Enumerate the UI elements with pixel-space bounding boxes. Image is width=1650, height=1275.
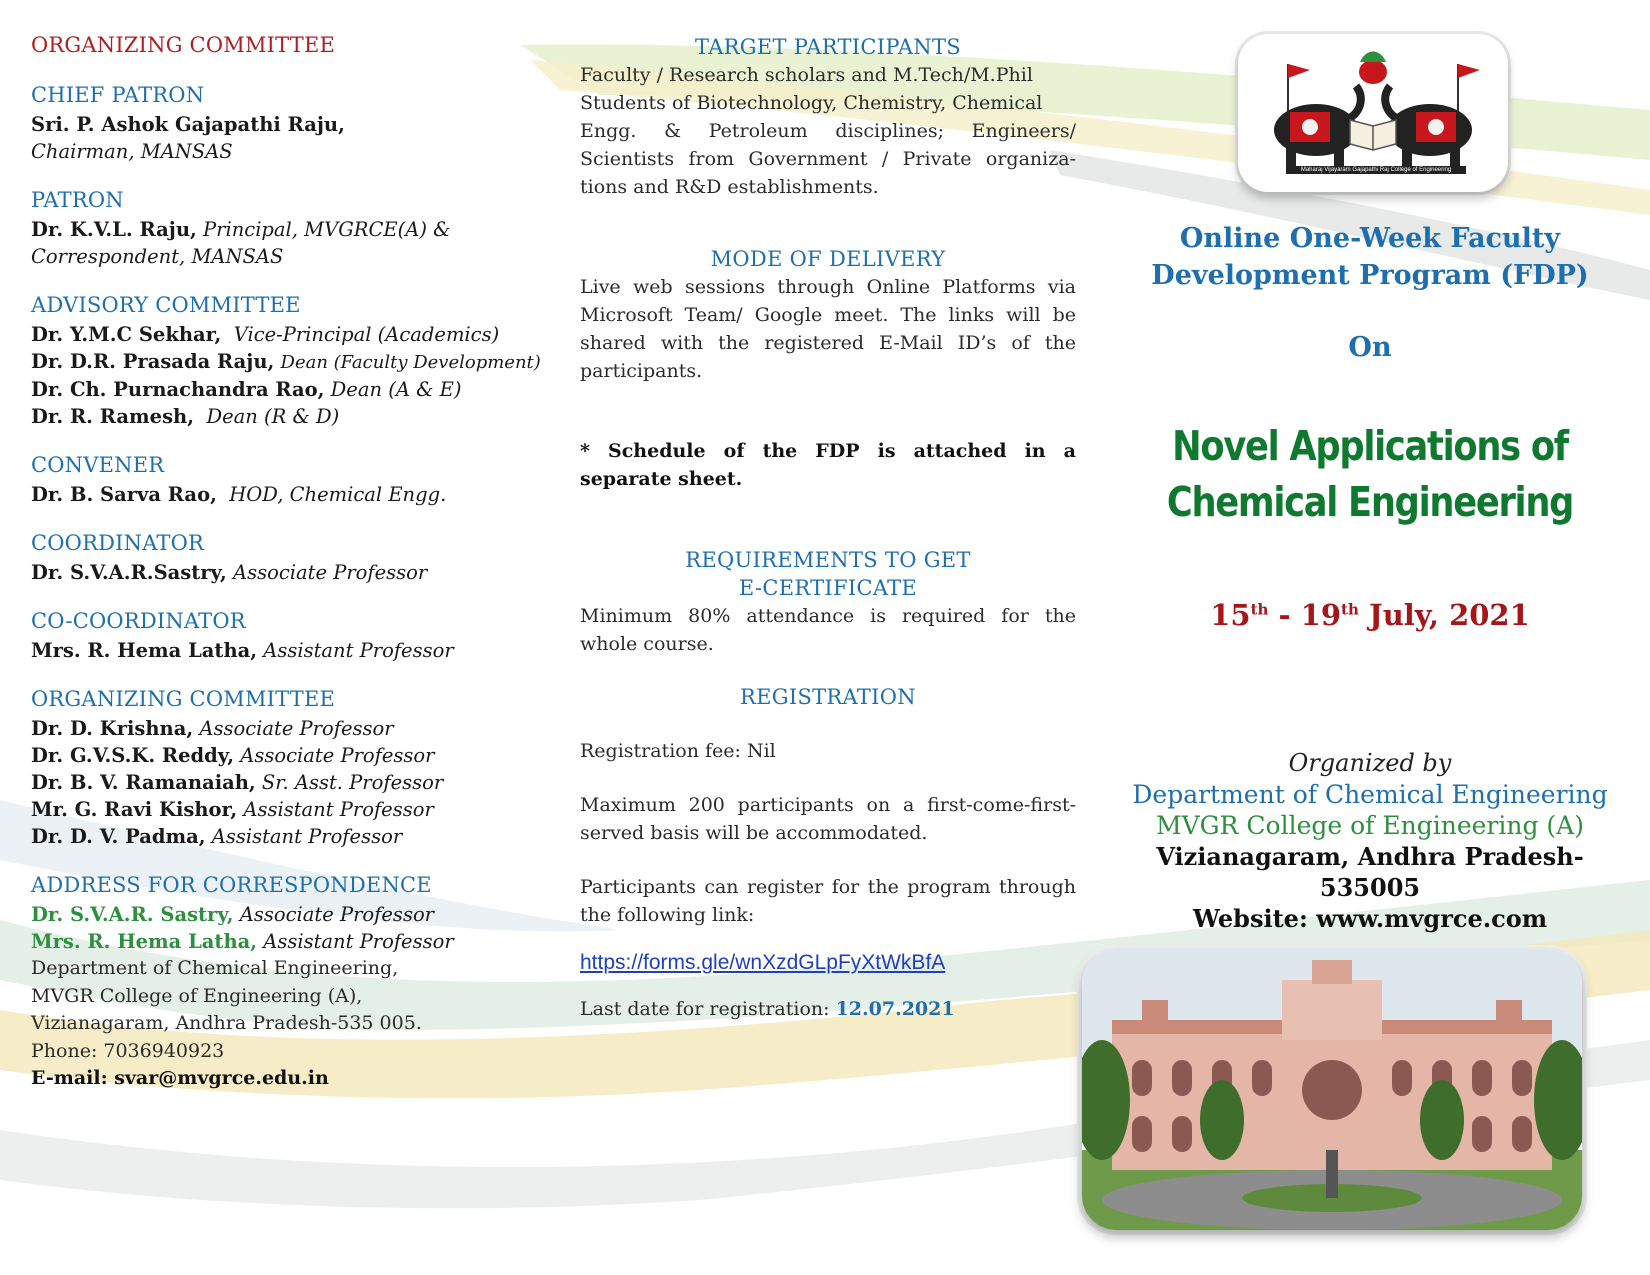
address-line: MVGR College of Engineering (A), (31, 984, 363, 1007)
coordinator-heading: COORDINATOR (31, 531, 205, 555)
requirements-section (580, 546, 1076, 658)
building-illustration (1082, 950, 1582, 1230)
fdp-title (1120, 220, 1620, 294)
college-location: Vizianagaram, Andhra Pradesh-535005 (1156, 842, 1584, 902)
topic-line: Chemical Engineering (1166, 478, 1574, 526)
advisory-committee-heading: ADVISORY COMMITTEE (31, 293, 301, 317)
coordinator-role: Associate Professor (233, 561, 428, 584)
program-dates (1120, 598, 1620, 632)
organizer-block (1120, 748, 1620, 934)
co-coordinator-heading: CO-COORDINATOR (31, 609, 246, 633)
college-website: Website: www.mvgrce.com (1192, 904, 1548, 933)
schedule-note-line: separate sheet. (580, 468, 743, 490)
mode-of-delivery-section (580, 245, 1076, 385)
program-topic (1155, 418, 1585, 530)
date-separator: - (1278, 598, 1291, 632)
member-name: Dr. D. V. Padma, (31, 825, 206, 848)
address-line: Department of Chemical Engineering, (31, 957, 399, 979)
last-date-label: Last date for registration: (580, 998, 830, 1020)
chief-patron-heading: CHIEF PATRON (31, 83, 205, 107)
coordinator-name: Dr. S.V.A.R.Sastry, (31, 561, 227, 584)
cover-column (1120, 30, 1620, 1270)
target-participants-section (580, 33, 1076, 201)
advisory-committee-section (31, 293, 541, 430)
target-participants-line: tions and R&D establishments. (580, 176, 879, 198)
organizing-member (31, 715, 531, 742)
convener-name: Dr. B. Sarva Rao, (31, 483, 217, 506)
last-date-value: 12.07.2021 (835, 998, 955, 1020)
member-role: Vice-Principal (Academics) (233, 323, 500, 346)
college-building-photo (1082, 950, 1582, 1230)
member-role: Assistant Professor (211, 825, 403, 848)
college-logo (1238, 34, 1508, 192)
organizing-committee-column (31, 33, 541, 1116)
college-name: MVGR College of Engineering (A) (1156, 811, 1584, 840)
organizing-members-section (31, 687, 531, 850)
target-participants-line: Scientists from Government / Private organiza- (580, 148, 1076, 170)
date-end: 19 (1300, 598, 1342, 632)
member-role: Associate Professor (199, 717, 394, 740)
organizing-member (31, 769, 531, 796)
on-label: On (1348, 332, 1392, 363)
organizing-member (31, 742, 531, 769)
co-coordinator-section (31, 609, 531, 664)
patron-role: Principal, MVGRCE(A) & (203, 218, 451, 241)
member-name: Dr. D.R. Prasada Raju, (31, 350, 275, 373)
member-role: Associate Professor (240, 744, 435, 767)
patron-name: Dr. K.V.L. Raju, (31, 218, 197, 241)
organizing-member (31, 796, 531, 823)
organizing-committee-title: ORGANIZING COMMITTEE (31, 33, 335, 57)
advisory-member (31, 348, 541, 376)
email-line: E-mail: svar@mvgrce.edu.in (31, 1067, 329, 1089)
member-name: Dr. B. V. Ramanaiah, (31, 771, 256, 794)
member-name: Dr. D. Krishna, (31, 717, 194, 740)
requirements-line: Minimum 80% attendance is required for the (580, 605, 1076, 627)
organizing-committee-heading: ORGANIZING COMMITTEE (31, 687, 335, 711)
contact-name: Mrs. R. Hema Latha, (31, 930, 258, 953)
address-section (31, 873, 531, 1093)
member-name: Dr. G.V.S.K. Reddy, (31, 744, 235, 767)
date-start: 15 (1210, 598, 1251, 632)
advisory-member (31, 403, 531, 430)
patron-heading: PATRON (31, 188, 124, 212)
member-role: Dean (Faculty Development) (280, 352, 541, 373)
convener-role: HOD, Chemical Engg. (229, 483, 447, 506)
registration-link-line: Participants can register for the program through (580, 876, 1076, 898)
registration-fee: Registration fee: Nil (580, 740, 776, 762)
requirements-heading: REQUIREMENTS TO GET (685, 548, 971, 572)
target-participants-line: Students of Biotechnology, Chemistry, Chemical (580, 92, 1043, 114)
member-role: Dean (A & E) (330, 378, 462, 401)
contact-person (31, 901, 531, 928)
logo-caption: Maharaj Vijayaram Gajapathi Raj College of Engineering (1286, 166, 1466, 174)
fdp-title-line: Online One-Week Faculty (1179, 223, 1561, 254)
last-date-line (580, 995, 1076, 1023)
member-name: Dr. Y.M.C Sekhar, (31, 323, 222, 346)
member-name: Mr. G. Ravi Kishor, (31, 798, 238, 821)
requirements-heading-2: E-CERTIFICATE (738, 576, 918, 600)
contact-role: Assistant Professor (263, 930, 454, 953)
advisory-member (31, 321, 531, 348)
address-heading: ADDRESS FOR CORRESPONDENCE (31, 873, 432, 897)
chief-patron-role: Chairman, MANSAS (31, 140, 233, 163)
department-name: Department of Chemical Engineering (1132, 780, 1608, 809)
co-coordinator-role: Assistant Professor (263, 639, 454, 662)
advisory-member (31, 376, 531, 403)
convener-section (31, 453, 531, 508)
delivery-line: shared with the registered E-Mail ID’s of the (580, 332, 1076, 354)
target-participants-heading: TARGET PARTICIPANTS (695, 35, 961, 59)
target-participants-line: Engg. & Petroleum disciplines; Engineers/ (580, 120, 1076, 142)
delivery-line: Live web sessions through Online Platforms via (580, 276, 1076, 298)
contact-name: Dr. S.V.A.R. Sastry, (31, 903, 234, 926)
delivery-line: participants. (580, 360, 703, 382)
schedule-note (580, 437, 1076, 493)
topic-line: Novel Applications of (1172, 422, 1568, 470)
chief-patron-section (31, 83, 531, 165)
chief-patron-name: Sri. P. Ashok Gajapathi Raju, (31, 113, 345, 136)
member-role: Assistant Professor (243, 798, 434, 821)
contact-role: Associate Professor (239, 903, 435, 926)
registration-section (580, 683, 1076, 1023)
phone-line: Phone: 7036940923 (31, 1039, 225, 1062)
registration-link-line: the following link: (580, 904, 755, 926)
organizing-member (31, 823, 531, 850)
details-column (580, 33, 1076, 1023)
schedule-note-line: * Schedule of the FDP is attached in a (580, 440, 1076, 462)
registration-max-line: served basis will be accommodated. (580, 822, 928, 844)
member-name: Dr. Ch. Purnachandra Rao, (31, 378, 325, 401)
requirements-line: whole course. (580, 633, 714, 655)
delivery-line: Microsoft Team/ Google meet. The links will be (580, 304, 1076, 326)
contact-person (31, 928, 531, 955)
patron-section (31, 188, 531, 270)
organized-by-label: Organized by (1288, 749, 1452, 777)
registration-link[interactable]: https://forms.gle/wnXzdGLpFyXtWkBfA (580, 951, 946, 974)
date-end-suffix: th (1341, 600, 1359, 619)
registration-heading: REGISTRATION (740, 685, 916, 709)
convener-heading: CONVENER (31, 453, 165, 477)
member-role: Sr. Asst. Professor (261, 771, 444, 794)
address-line: Vizianagaram, Andhra Pradesh-535 005. (31, 1012, 422, 1034)
date-month-year: July, 2021 (1368, 598, 1530, 632)
patron-role-2: Correspondent, MANSAS (31, 245, 284, 268)
registration-max-line: Maximum 200 participants on a first-come-first- (580, 794, 1076, 816)
target-participants-line: Faculty / Research scholars and M.Tech/M.Phil (580, 64, 1033, 86)
member-name: Dr. R. Ramesh, (31, 405, 195, 428)
co-coordinator-name: Mrs. R. Hema Latha, (31, 639, 258, 662)
fdp-title-line: Development Program (FDP) (1151, 260, 1589, 291)
date-start-suffix: th (1250, 600, 1269, 619)
member-role: Dean (R & D) (206, 405, 340, 428)
coordinator-section (31, 531, 531, 586)
mode-of-delivery-heading: MODE OF DELIVERY (710, 247, 946, 271)
